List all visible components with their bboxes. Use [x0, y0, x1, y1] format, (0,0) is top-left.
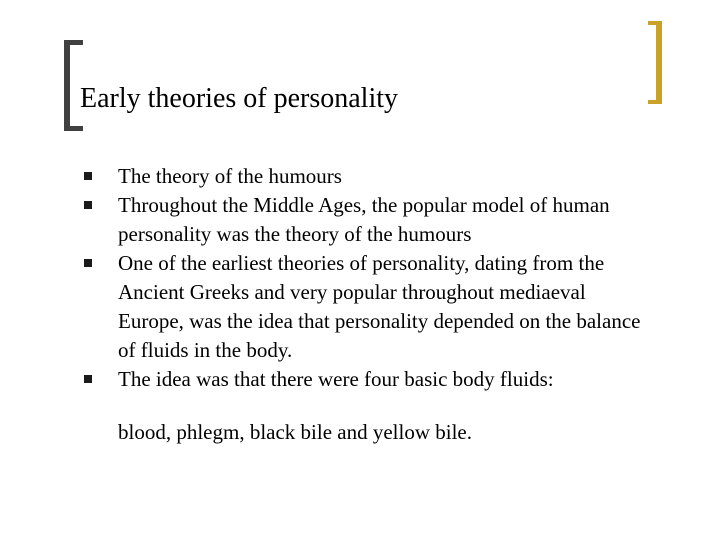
left-bracket-bottom-decoration	[64, 126, 83, 131]
left-bracket-top-decoration	[64, 40, 83, 45]
square-bullet-icon	[84, 259, 92, 267]
bullet-item	[84, 191, 644, 249]
bullet-item	[84, 162, 644, 191]
bullet-item	[84, 249, 644, 365]
square-bullet-icon	[84, 172, 92, 180]
right-bracket-top-decoration	[648, 21, 662, 25]
right-bracket-bottom-decoration	[648, 100, 662, 104]
right-bracket-decoration	[656, 21, 662, 104]
square-bullet-icon	[84, 201, 92, 209]
square-bullet-icon	[84, 375, 92, 383]
left-bracket-decoration	[64, 40, 70, 131]
slide-title: Early theories of personality	[80, 83, 399, 114]
bullet-text: One of the earliest theories of personality, dating from the Ancient Greeks and very popular throughout mediaeval Europe, was the idea that personality depended on the balance of fluids in the body.	[118, 251, 641, 362]
bullet-item	[84, 365, 644, 394]
bullet-text: The idea was that there were four basic body fluids:	[118, 367, 554, 391]
continuation-text: blood, phlegm, black bile and yellow bile.	[118, 420, 473, 444]
bullet-text: Throughout the Middle Ages, the popular model of human personality was the theory of the humours	[118, 193, 610, 246]
bullet-list	[84, 162, 644, 394]
bullet-text: The theory of the humours	[118, 164, 342, 188]
